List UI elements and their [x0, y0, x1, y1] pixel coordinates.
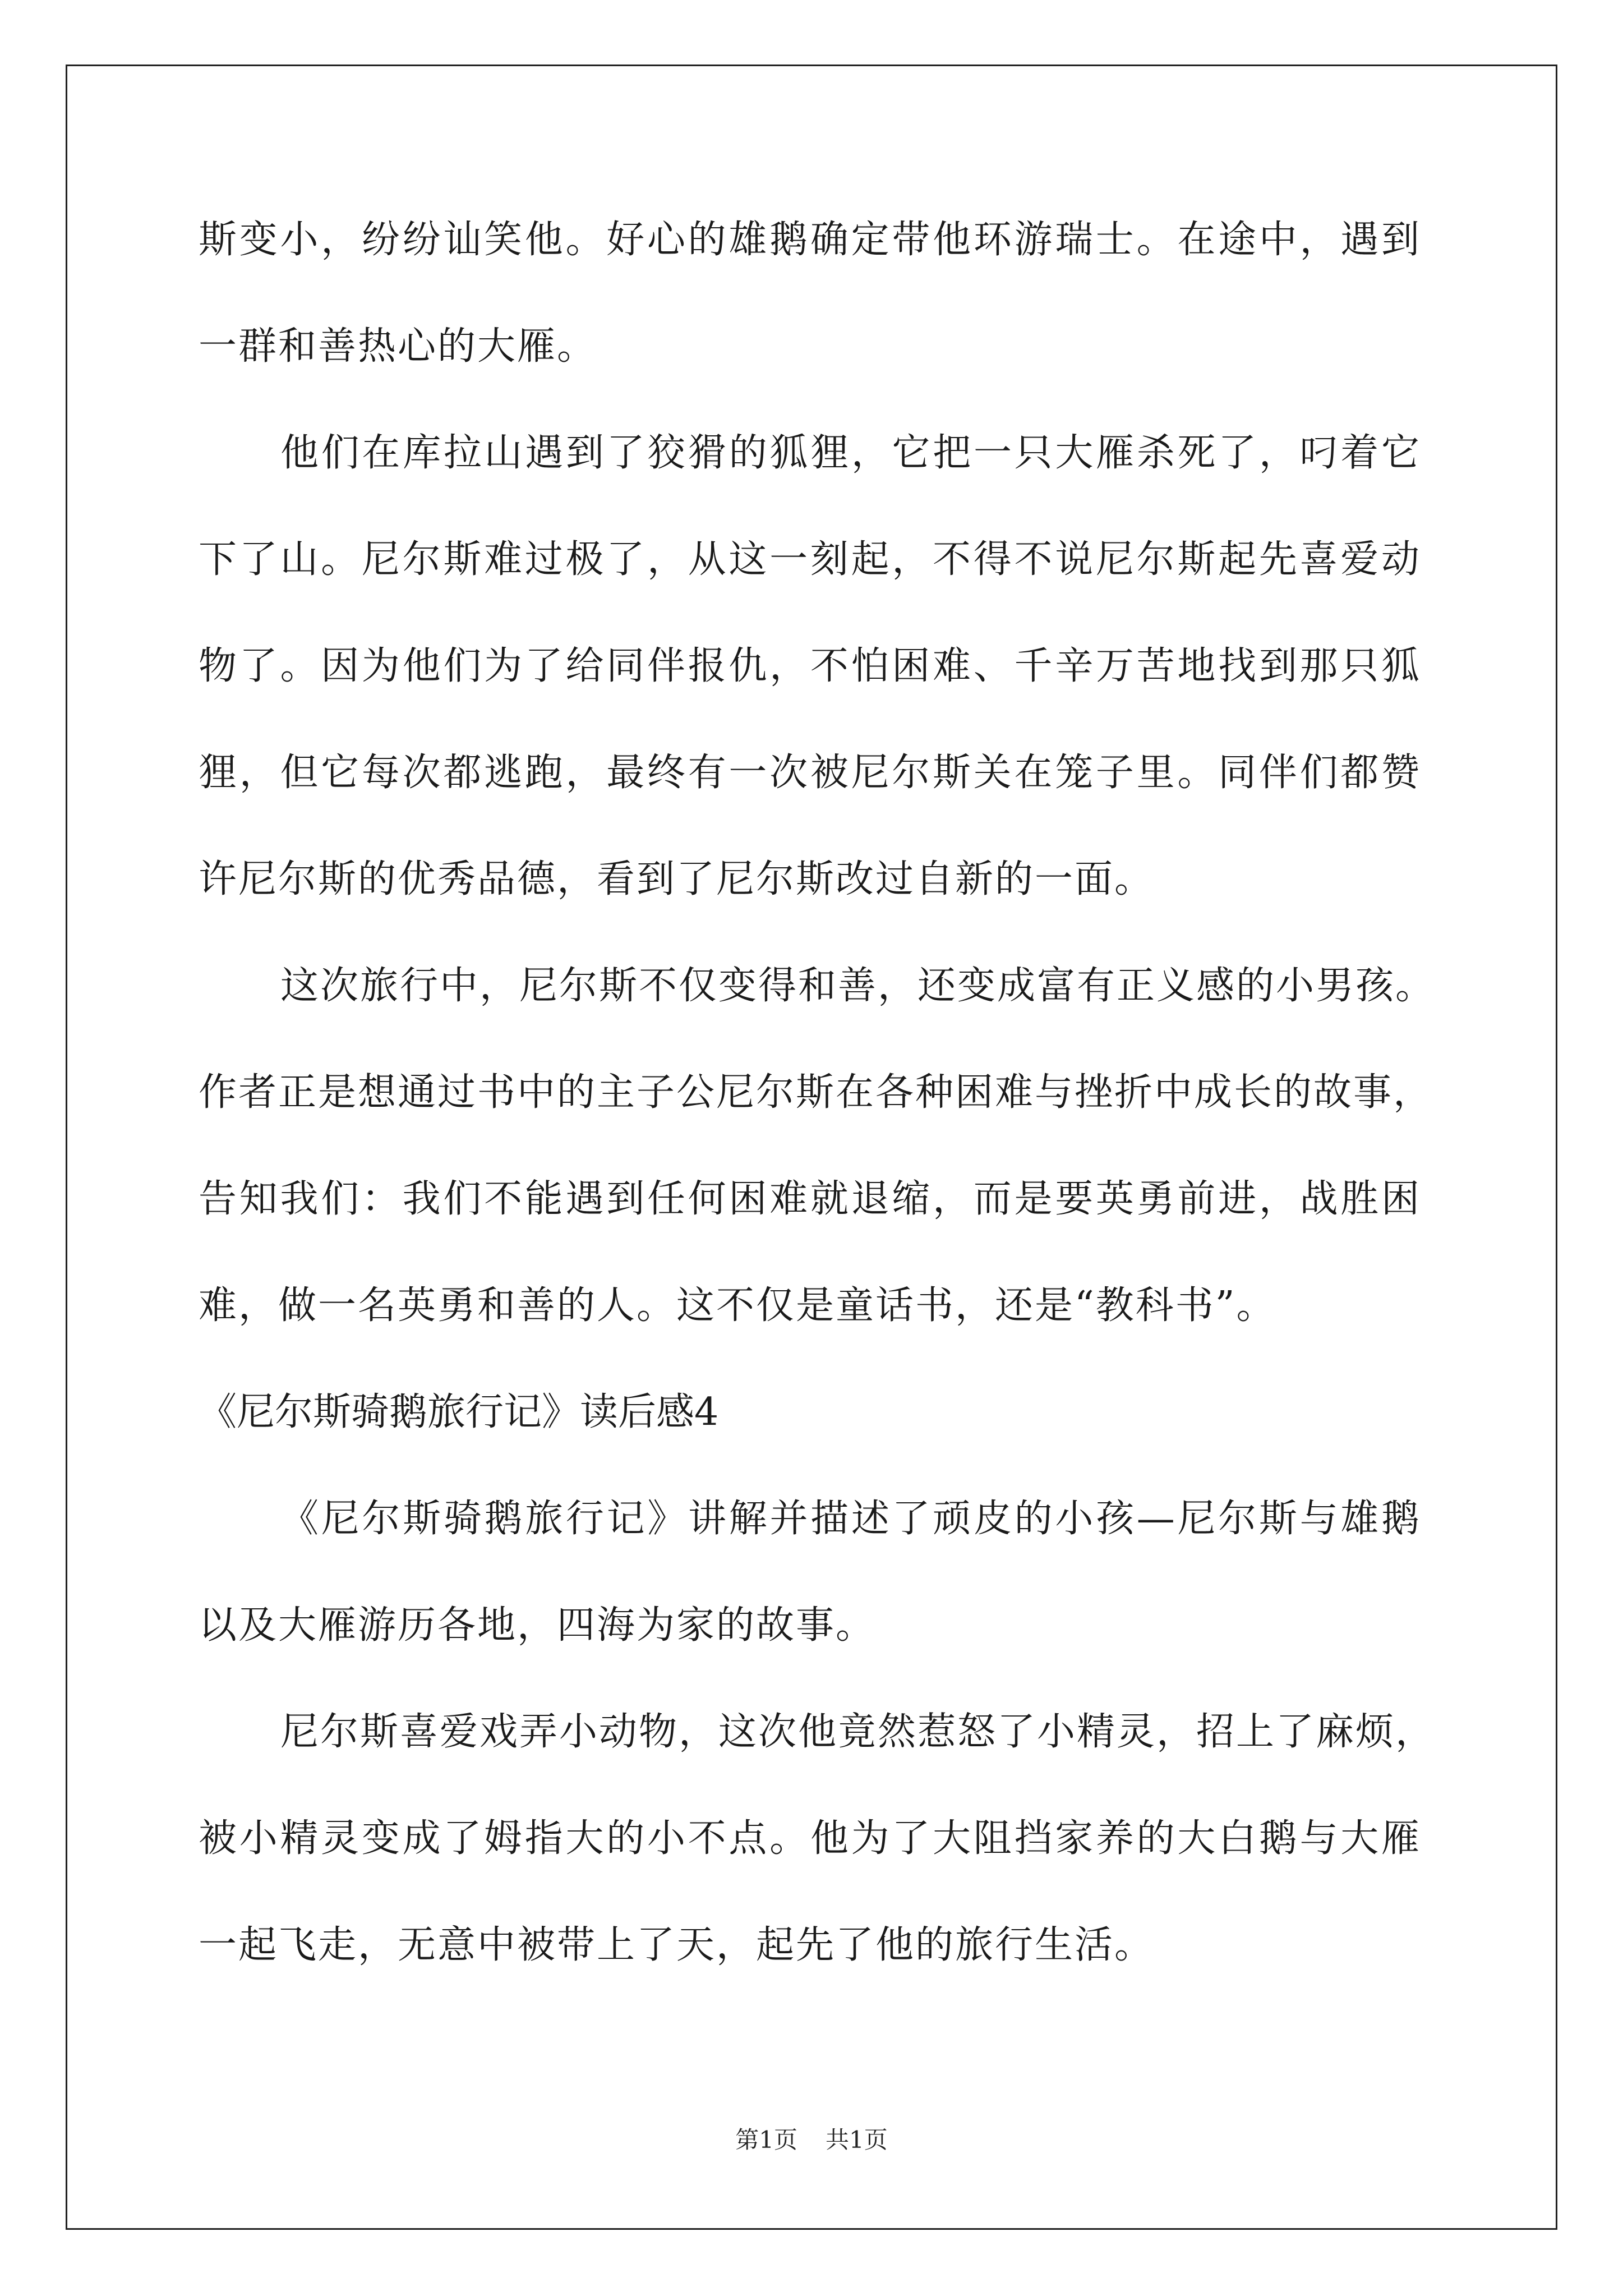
text-line: 下了山。尼尔斯难过极了，从这一刻起，不得不说尼尔斯起先喜爱动 [199, 537, 1421, 582]
text-line: 许尼尔斯的优秀品德，看到了尼尔斯改过自新的一面。 [199, 857, 1155, 901]
document-body [199, 213, 1455, 2025]
text-line: 《尼尔斯骑鹅旅行记》讲解并描述了顽皮的小孩—尼尔斯与雄鹅 [280, 1497, 1421, 1541]
text-line: 难，做一名英勇和善的人。这不仅是童话书，还是“教科书”。 [199, 1283, 1276, 1328]
text-line: 狸，但它每次都逃跑，最终有一次被尼尔斯关在笼子里。同伴们都赞 [199, 751, 1421, 795]
text-line: 尼尔斯喜爱戏弄小动物，这次他竟然惹怒了小精灵，招上了麻烦， [280, 1710, 1436, 1754]
section-title: 《尼尔斯骑鹅旅行记》读后感4 [199, 1390, 719, 1434]
text-line: 以及大雁游历各地，四海为家的故事。 [199, 1603, 876, 1648]
text-line: 斯变小，纷纷讪笑他。好心的雄鹅确定带他环游瑞士。在途中，遇到 [199, 218, 1421, 262]
text-line: 物了。因为他们为了给同伴报仇，不怕困难、千辛万苦地找到那只狐 [199, 644, 1421, 688]
page-footer [0, 2126, 1623, 2154]
text-line: 作者正是想通过书中的主子公尼尔斯在各种困难与挫折中成长的故事， [199, 1070, 1433, 1115]
text-line: 一群和善热心的大雁。 [199, 324, 597, 369]
text-line: 这次旅行中，尼尔斯不仅变得和善，还变成富有正义感的小男孩。 [280, 964, 1436, 1008]
text-line: 他们在库拉山遇到了狡猾的狐狸，它把一只大雁杀死了，叼着它 [280, 431, 1421, 475]
page-number-total: 共1页 [826, 2126, 888, 2154]
page-number-current: 第1页 [735, 2126, 797, 2154]
text-line: 一起飞走，无意中被带上了天，起先了他的旅行生活。 [199, 1923, 1155, 1967]
text-line: 被小精灵变成了姆指大的小不点。他为了大阻挡家养的大白鹅与大雁 [199, 1816, 1421, 1861]
text-line: 告知我们：我们不能遇到任何困难就退缩，而是要英勇前进，战胜困 [199, 1177, 1421, 1221]
